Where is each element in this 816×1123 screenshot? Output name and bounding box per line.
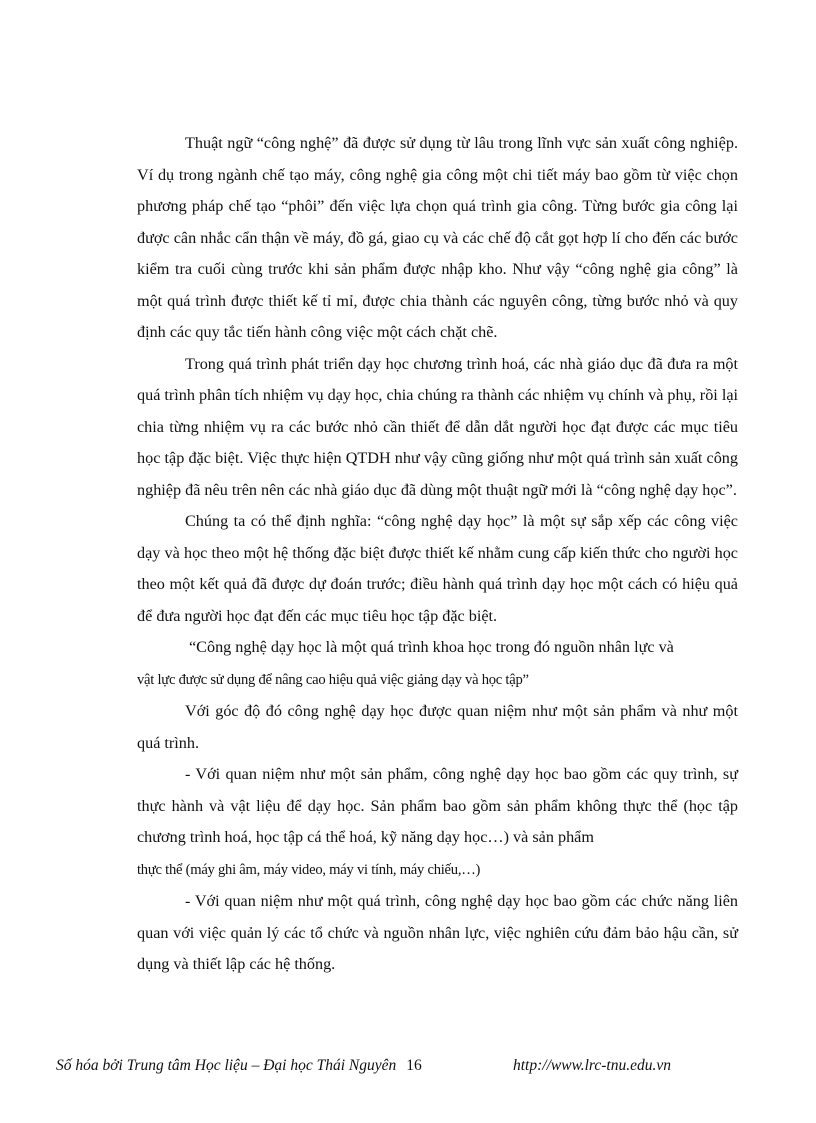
quote-line-1: “Công nghệ dạy học là một quá trình khoa học trong đó nguồn nhân lực và [189,638,674,656]
footer-credit: Số hóa bởi Trung tâm Học liệu – Đại học Thái Nguyên [56,1057,397,1074]
paragraph-as-product [137,759,738,886]
product-tail-text: thực thể (máy ghi âm, máy video, máy vi tính, máy chiếu,…) [137,861,481,878]
paragraph-quote [137,632,738,696]
paragraph-definition: Chúng ta có thể định nghĩa: “công nghệ dạy học” là một sự sắp xếp các công việc dạy và học theo một hệ thống đặc biệt được thiết kế nhằm cung cấp kiến thức cho người học theo một kết quả đã được dự đoán trước; điều hành quá trình dạy học một cách có hiệu quả để đưa người học đạt đến các mục tiêu học tập đặc biệt. [137,512,738,625]
paragraph-programmed-teaching: Trong quá trình phát triển dạy học chương trình hoá, các nhà giáo dục đã đưa ra một quá trình phân tích nhiệm vụ dạy học, chia chúng ra thành các nhiệm vụ chính và phụ, rồi lại chia từng nhiệm vụ ra các bước nhỏ cần thiết để dẫn dắt người học đạt được các mục tiêu học tập đặc biệt. Việc thực hiện QTDH như vậy cũng giống như một quá trình sản xuất công nghiệp đã nêu trên nên các nhà giáo dục đã dùng một thuật ngữ mới là “công nghệ dạy học”. [137,354,739,499]
footer-url[interactable]: http://www.lrc-tnu.edu.vn [513,1057,671,1074]
quote-line-2: vật lực được sử dụng để nâng cao hiệu quả việc giảng dạy và học tập” [137,671,529,688]
product-main-text: - Với quan niệm như một sản phẩm, công nghệ dạy học bao gồm các quy trình, sự thực hành và vật liệu để dạy học. Sản phẩm bao gồm sản phẩm không thực thể (học tập chương trình hoá, học tập cá thể hoá, kỹ năng dạy học…) và sản phẩm [137,765,738,846]
page-number: 16 [406,1057,422,1074]
paragraph-technology-term: Thuật ngữ “công nghệ” đã được sử dụng từ lâu trong lĩnh vực sản xuất công nghiệp. Ví dụ trong ngành chế tạo máy, công nghệ gia công một chi tiết máy bao gồm từ việc chọn phương pháp chế tạo “phôi” đến việc lựa chọn quá trình gia công. Từng bước gia công lại được cân nhắc cẩn thận về máy, đồ gá, giao cụ và các chế độ cắt gọt hợp lí cho đến các bước kiểm tra cuối cùng trước khi sản phẩm được nhập kho. Như vậy “công nghệ gia công” là một quá trình được thiết kế tỉ mỉ, được chia thành các nguyên công, từng bước nhỏ và quy định các quy tắc tiến hành công việc một cách chặt chẽ. [137,134,738,341]
paragraph-perspective: Với góc độ đó công nghệ dạy học được quan niệm như một sản phẩm và như một quá trình. [137,702,738,752]
page-footer [56,1056,756,1076]
paragraph-as-process: - Với quan niệm như một quá trình, công nghệ dạy học bao gồm các chức năng liên quan với việc quản lý các tổ chức và nguồn nhân lực, việc nghiên cứu đảm bảo hậu cần, sử dụng và thiết lập các hệ thống. [137,892,738,973]
page-body [137,128,738,981]
